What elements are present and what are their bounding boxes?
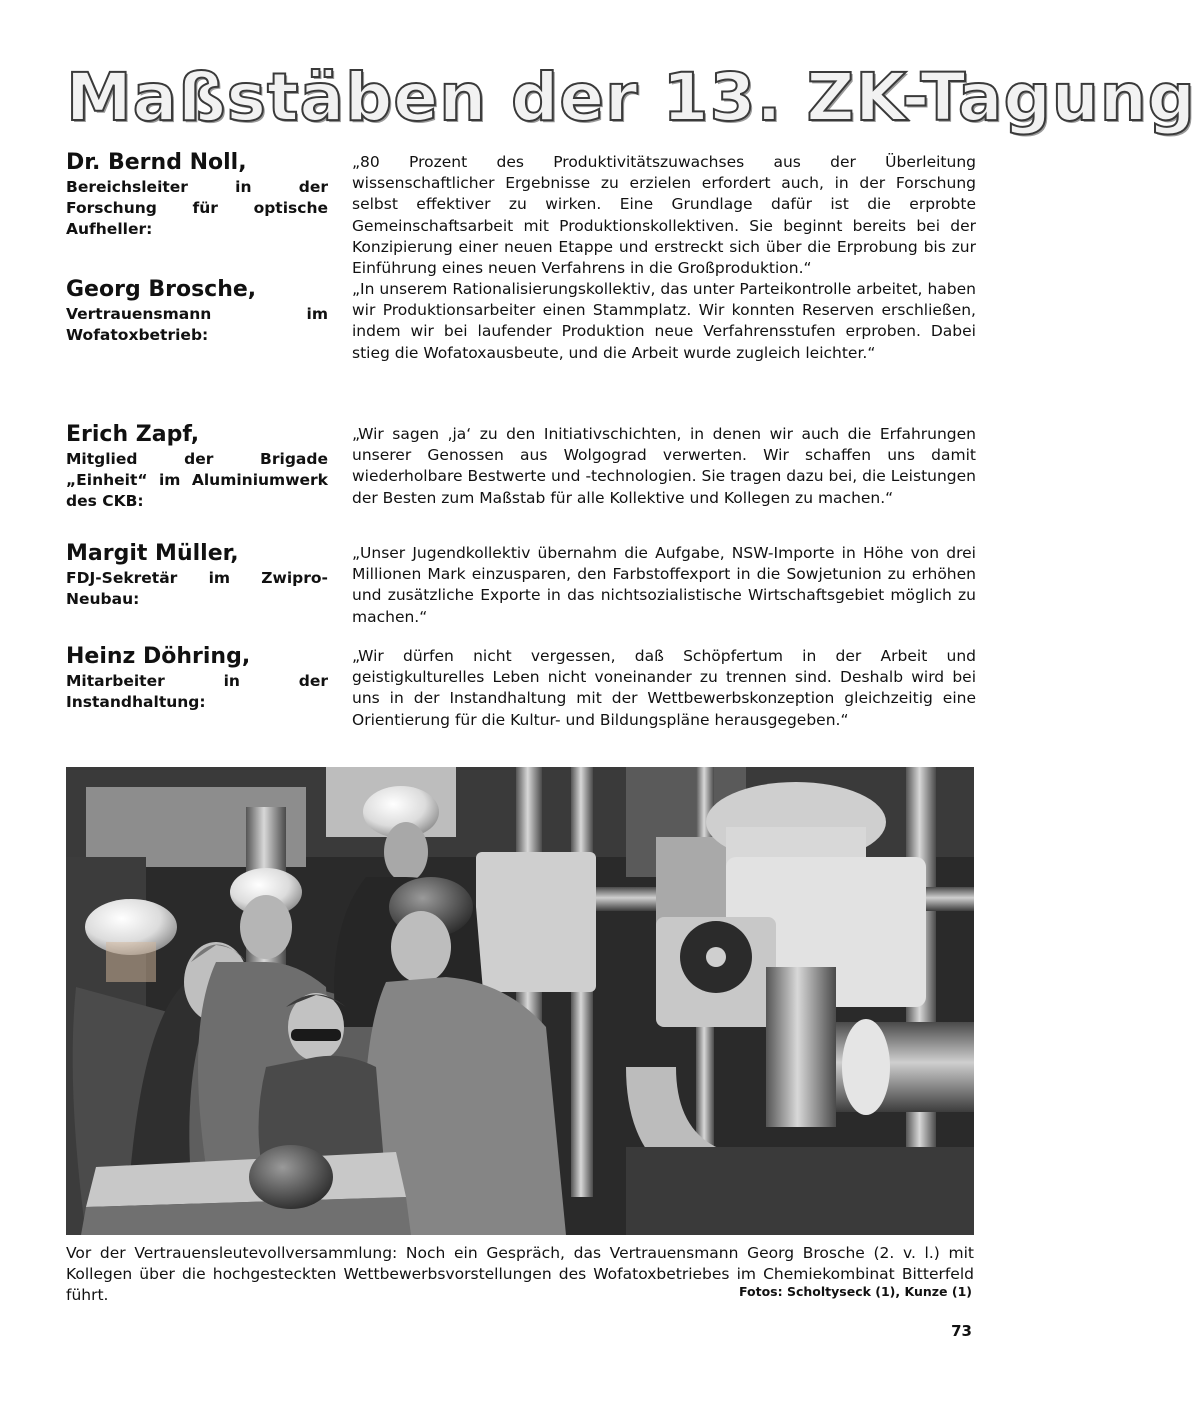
quote-text: „Wir dürfen nicht vergessen, daß Schöpfertum in der Arbeit und geistigkulturelles Leben nicht voneinander zu trennen sind. Deshalb wird bei uns in der Instandhaltung mit der Wettbewerbskonzeption gleichzeitig eine Orientierung für die Kultur- und Bildungspläne herausgegeben.“ — [352, 647, 976, 729]
person-block — [66, 277, 328, 346]
quote-text: „In unserem Rationalisierungskollektiv, das unter Parteikontrolle arbeitet, haben wir Produktionsarbeiter einen Stammplatz. Wir konnten Reserven erschließen, indem wir bei laufender Produktion neue Verfahrensstufen erproben. Dabei stieg die Wofatoxausbeute, und die Arbeit wurde zugleich leichter.“ — [352, 280, 976, 362]
person-name: Margit Müller, — [66, 541, 239, 566]
page-number: 73 — [951, 1322, 972, 1340]
photo-caption: Vor der Vertrauensleutevollversammlung: Noch ein Gespräch, das Vertrauensmann Georg Brosche (2. v. l.) mit Kollegen über die hochgesteckten Wettbewerbsvorstellungen des Wofatoxbetriebes im Chemiekombinat Bitterfeld führt. — [66, 1244, 974, 1304]
photo-credit: Fotos: Scholtyseck (1), Kunze (1) — [739, 1284, 972, 1299]
person-block — [66, 644, 328, 713]
person-role: Mitglied der Brigade „Einheit“ im Aluminiumwerk des CKB: — [66, 450, 328, 510]
person-role: FDJ-Sekretär im Zwipro-Neubau: — [66, 569, 328, 608]
person-name: Georg Brosche, — [66, 277, 257, 302]
person-role: Vertrauensmann im Wofatoxbetrieb: — [66, 305, 328, 344]
person-role: Mitarbeiter in der Instandhaltung: — [66, 672, 328, 711]
quote-text: „80 Prozent des Produktivitätszuwachses aus der Überleitung wissenschaftlicher Ergebnisse zu erzielen erfordert auch, in der Forschung selbst effektiver zu wirken. Eine Grundlage dafür ist die erprobte Gemeinschaftsarbeit mit Produktionskollektiven. Sie beginnt bereits bei der Konzipierung einer neuen Etappe und erstreckt sich über die Erprobung bis zur Einführung eines neuen Verfahrens in die Großproduktion.“ — [352, 153, 976, 278]
quote-text: „Wir sagen ‚ja‘ zu den Initiativschichten, in denen wir auch die Erfahrungen unserer Genossen aus Wolgograd verwerten. Wir schaffen uns damit wiederholbare Bestwerte und -technologien. Sie tragen dazu bei, die Leistungen der Besten zum Maßstab für alle Kollektive und Kollegen zu machen.“ — [352, 425, 976, 507]
person-name: Heinz Döhring, — [66, 644, 251, 669]
photo-illustration — [66, 767, 974, 1235]
person-name: Dr. Bernd Noll, — [66, 150, 247, 175]
person-block — [66, 541, 328, 610]
photo-workers-at-plant — [66, 767, 974, 1235]
person-name: Erich Zapf, — [66, 422, 200, 447]
quote-text: „Unser Jugendkollektiv übernahm die Aufgabe, NSW-Importe in Höhe von drei Millionen Mark einzusparen, den Farbstoffexport in die Sowjetunion zu erhöhen und zusätzliche Exporte in das nichtsozialistische Wirtschaftsgebiet möglich zu machen.“ — [352, 544, 976, 626]
headline: Maßstäben der 13. ZK-Tagung — [66, 59, 1196, 136]
person-block — [66, 422, 328, 512]
person-role: Bereichsleiter in der Forschung für optische Aufheller: — [66, 178, 328, 238]
person-block — [66, 150, 328, 240]
